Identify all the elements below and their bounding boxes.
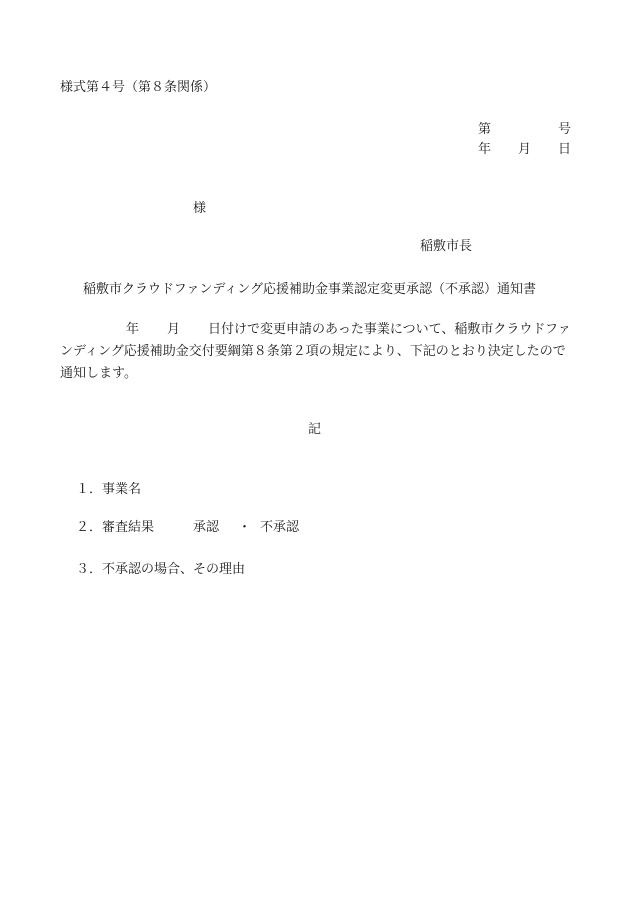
ki-heading: 記 [308, 422, 322, 437]
recipient-honorific: 様 [193, 201, 207, 216]
review-option-approve: 承認 [193, 520, 220, 535]
document-title: 稲敷市クラウドファンディング応援補助金事業認定変更承認（不承認）通知書 [83, 282, 537, 297]
body-year-label: 年 [126, 322, 140, 337]
date-year-label: 年 [478, 142, 492, 157]
body-month-label: 月 [167, 322, 181, 337]
body-paragraph [60, 319, 575, 385]
review-option-reject: 不承認 [260, 520, 300, 535]
date-month-label: 月 [518, 142, 532, 157]
document-number-prefix: 第 [478, 122, 492, 137]
item-project-name: １．事業名 [76, 482, 142, 497]
item-rejection-reason: ３．不承認の場合、その理由 [76, 562, 246, 577]
document-number-suffix: 号 [558, 122, 572, 137]
issuer-name: 稲敷市長 [420, 239, 473, 254]
body-text: 日付けで変更申請のあった事業について、稲敷市クラウドファンディング応援補助金交付要綱第８条第２項の規定により、下記のとおり決定したので通知します。 [60, 322, 571, 381]
item-review-result: ２．審査結果 [76, 520, 155, 535]
review-option-separator: ・ [238, 520, 252, 535]
date-day-label: 日 [558, 142, 572, 157]
form-number: 様式第４号（第８条関係） [60, 80, 217, 95]
